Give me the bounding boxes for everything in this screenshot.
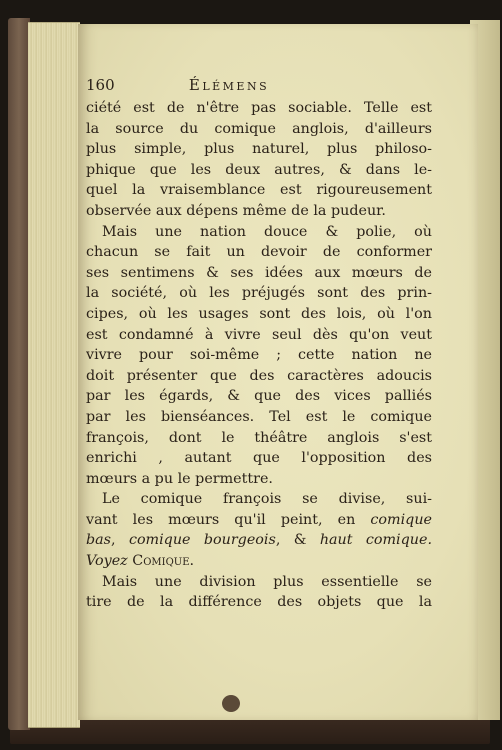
text-line: Mais une nation douce & polie, où (102, 223, 432, 240)
text-line: Mais une division plus essentielle se (102, 573, 432, 590)
book-board-bottom (10, 718, 490, 744)
text-line: vivre pour soi-même ; cette nation ne (86, 347, 432, 364)
text-line: tire de la différence des objets que la (86, 594, 432, 611)
text-line: ciété est de n'être pas sociable. Telle est (86, 100, 432, 116)
text-line: est condamné à vivre seul dès qu'on veut (86, 326, 432, 343)
book-cover-spine (8, 18, 30, 730)
text-line: plus simple, plus naturel, plus philoso- (86, 141, 432, 158)
cross-reference: Comique. (132, 553, 195, 570)
text-line (86, 530, 432, 551)
text-line: doit présenter que des caractères adoucis (86, 367, 432, 384)
text-line: observée aux dépens même de la pudeur. (86, 202, 386, 219)
text-segment: , & (275, 532, 320, 549)
page-number: 160 (86, 76, 115, 94)
text-line: la source du comique anglois, d'ailleurs (86, 120, 432, 137)
page-edges (28, 22, 80, 728)
text-line: mœurs a pu le permettre. (86, 470, 273, 487)
text-line: phique que les deux autres, & dans le- (86, 161, 432, 178)
text-line: quel la vraisemblance est rigoureusement (86, 182, 432, 199)
text-line: françois, dont le théâtre anglois s'est (86, 429, 432, 446)
italic-term: comique bourgeois (128, 532, 276, 549)
text-segment: vant les mœurs qu'il peint, en (86, 511, 356, 528)
page-header (86, 76, 372, 98)
text-line: enrichi , autant que l'opposition des (86, 450, 432, 467)
text-line: chacun se fait un devoir de conformer (86, 244, 432, 261)
text-line: cipes, où les usages sont des lois, où l'on (86, 305, 432, 322)
text-line (86, 551, 432, 572)
italic-term: haut comique. (319, 532, 432, 549)
body-text (86, 98, 432, 613)
text-line: par les bienséances. Tel est le comique (86, 408, 432, 425)
text-line: la société, où les préjugés sont des prin- (86, 285, 432, 302)
text-segment: , (111, 532, 129, 549)
text-line: ses sentimens & ses idées aux mœurs de (86, 264, 432, 281)
italic-term: Voyez (86, 553, 128, 570)
italic-term: comique (370, 511, 432, 528)
ink-stain (222, 695, 240, 712)
italic-term: bas (86, 532, 112, 549)
text-line: par les égards, & que des vices palliés (86, 388, 432, 405)
text-line: Le comique françois se divise, sui- (102, 491, 432, 508)
running-title: Élémens (188, 76, 270, 94)
text-line (86, 510, 432, 531)
